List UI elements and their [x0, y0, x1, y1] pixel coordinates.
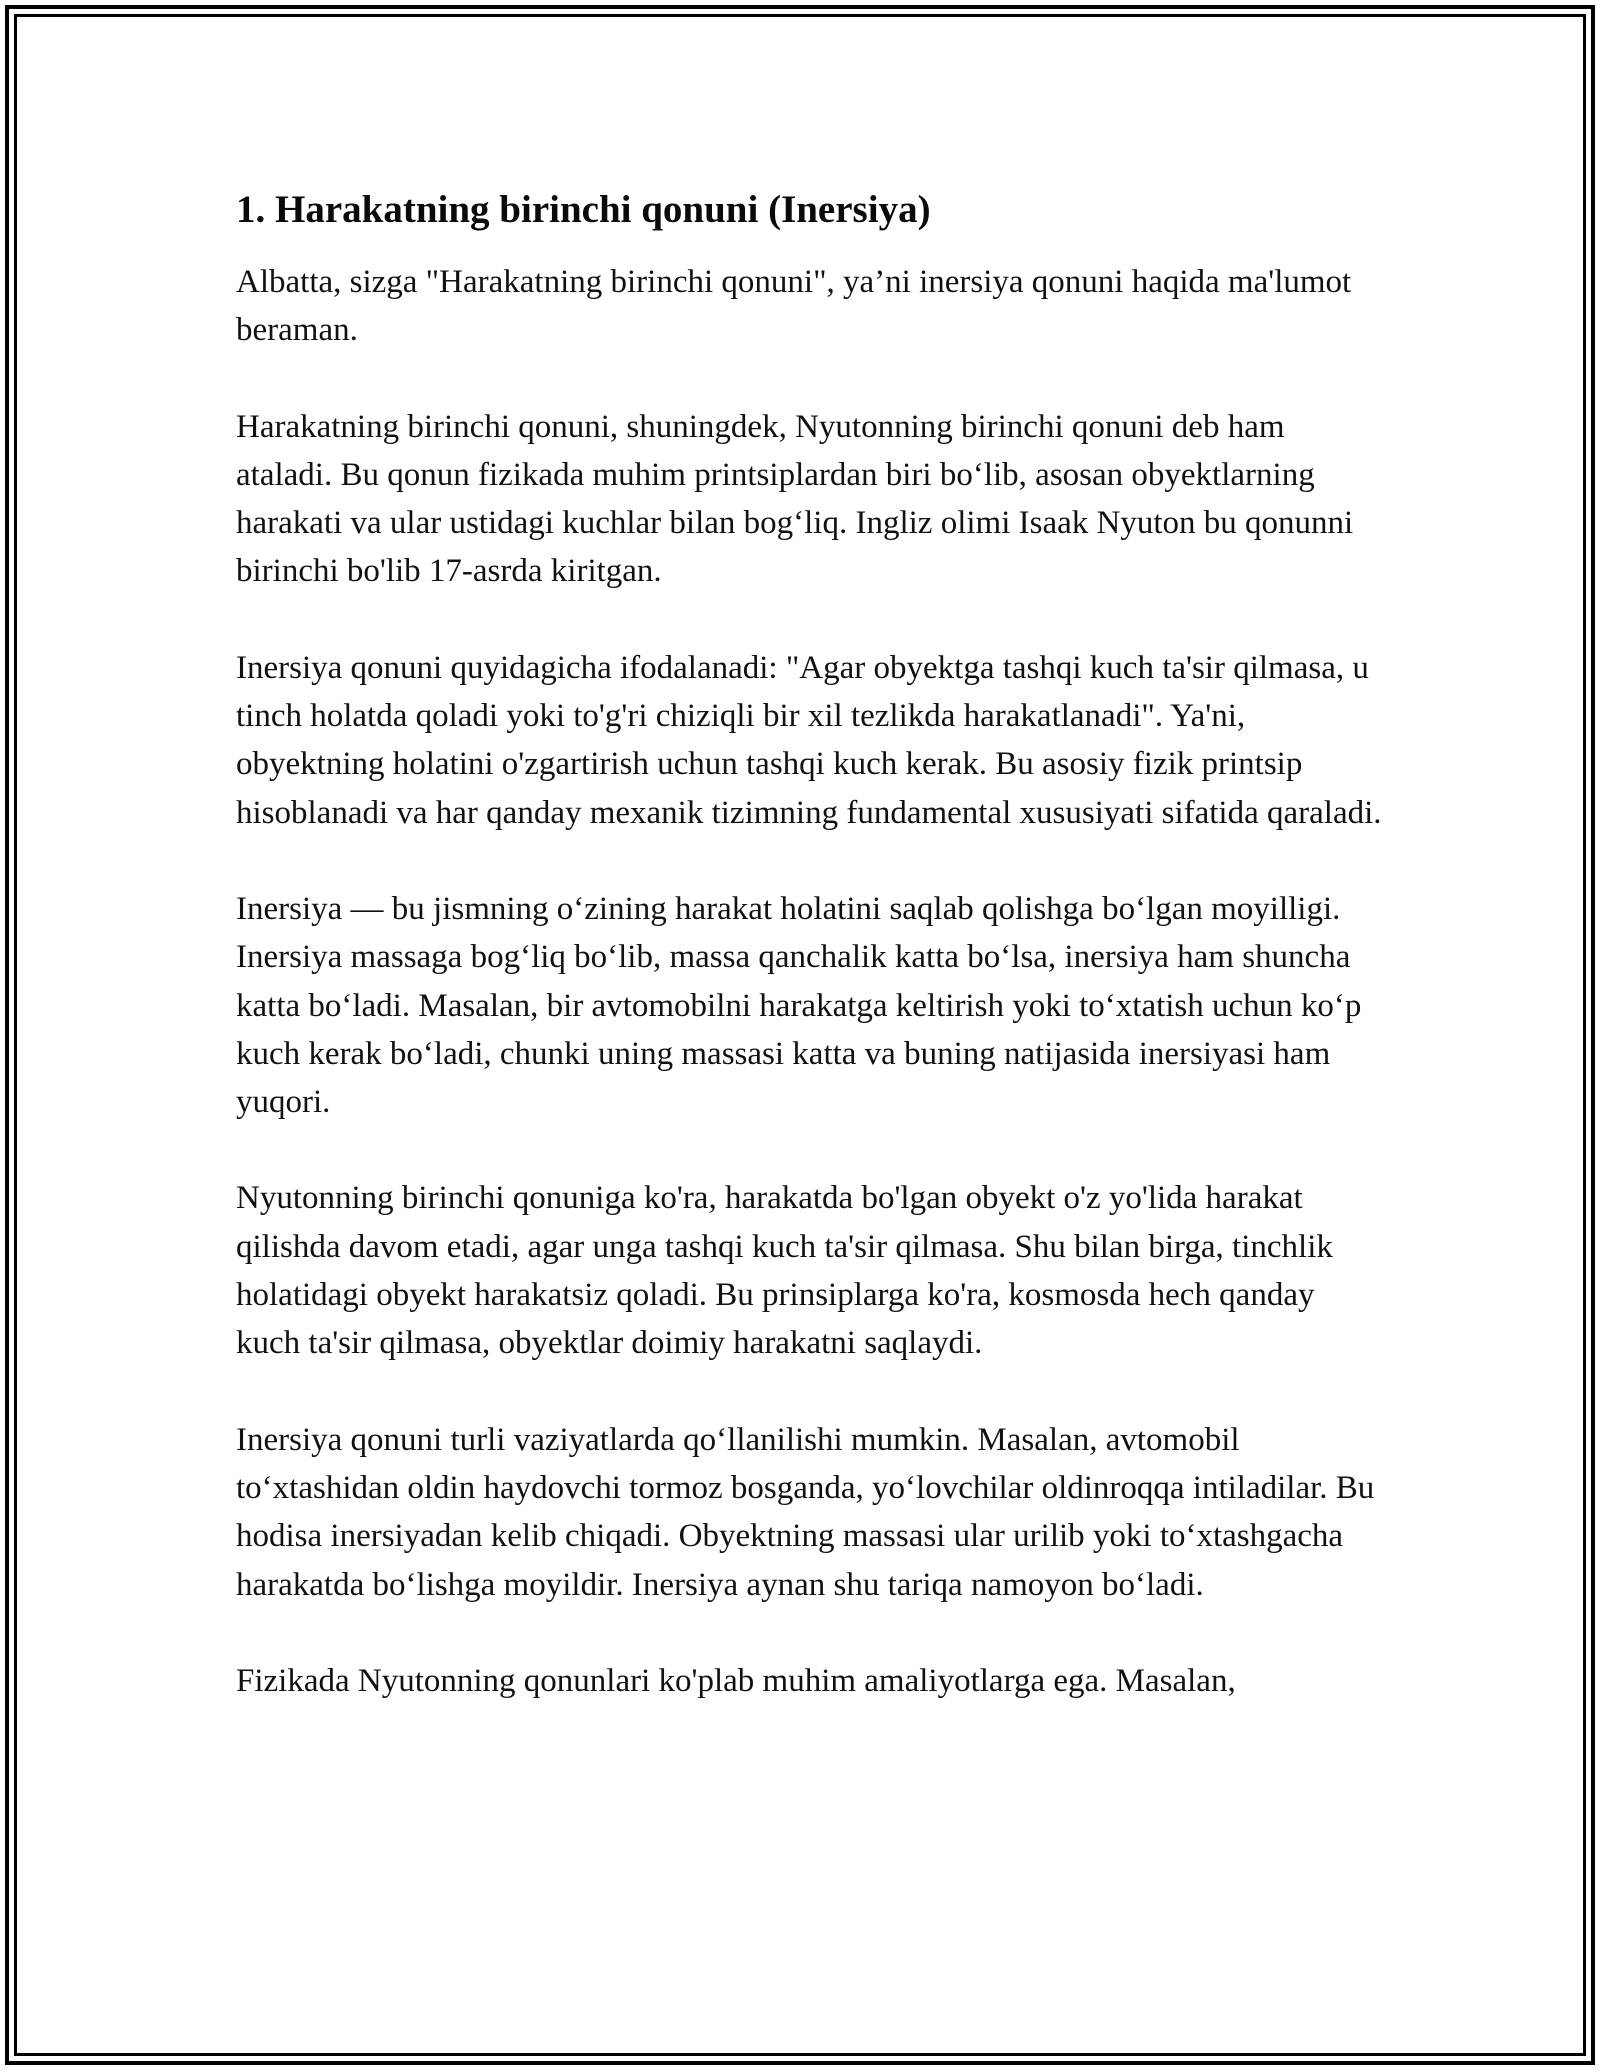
- section-heading: 1. Harakatning birinchi qonuni (Inersiya): [236, 188, 931, 231]
- paragraph-newton-laws-practice: Fizikada Nyutonning qonunlari ko'plab muhim amaliyotlarga ega. Masalan,: [236, 1662, 1236, 1699]
- paragraph-intro: Albatta, sizga "Harakatning birinchi qonuni", ya’ni inersiya qonuni haqida ma'lumot beraman.: [236, 264, 1352, 349]
- paragraph-law-statement: Inersiya qonuni quyidagicha ifodalanadi: "Agar obyektga tashqi kuch ta'sir qilmasa, u tinch holatda qoladi yoki to'g'ri chiziqli bir xil tezlikda harakatlanadi". Ya'ni, obyektning holatini o'zgartirish uchun tashqi kuch kerak. Bu asosiy fizik printsip hisoblanadi va har qanday mexanik tizimning fundamental xususiyati sifatida qaraladi.: [236, 649, 1382, 831]
- document-body: [236, 186, 1386, 1753]
- paragraph-inertia-definition: Inersiya — bu jismning o‘zining harakat holatini saqlab qolishga bo‘lgan moyilligi. Inersiya massaga bog‘liq bo‘lib, massa qanchalik katta bo‘lsa, inersiya ham shuncha katta bo‘ladi. Masalan, bir avtomobilni harakatga keltirish yoki to‘xtatish uchun ko‘p kuch kerak bo‘ladi, chunki uning massasi katta va buning natijasida inersiyasi ham yuqori.: [236, 890, 1362, 1121]
- paragraph-newton-first-law: Harakatning birinchi qonuni, shuningdek, Nyutonning birinchi qonuni deb ham ataladi. Bu qonun fizikada muhim printsiplardan biri bo‘lib, asosan obyektlarning harakati va ular ustidagi kuchlar bilan bog‘liq. Ingliz olimi Isaak Nyuton bu qonunni birinchi bo'lib 17-asrda kiritgan.: [236, 408, 1354, 590]
- paragraph-applications: Inersiya qonuni turli vaziyatlarda qo‘llanilishi mumkin. Masalan, avtomobil to‘xtashidan oldin haydovchi tormoz bosganda, yo‘lovchilar oldinroqqa intiladilar. Bu hodisa inersiyadan kelib chiqadi. Obyektning massasi ular urilib yoki to‘xtashgacha harakatda bo‘lishga moyildir. Inersiya aynan shu tariqa namoyon bo‘ladi.: [236, 1421, 1375, 1603]
- paragraph-motion-continuation: Nyutonning birinchi qonuniga ko'ra, harakatda bo'lgan obyekt o'z yo'lida harakat qilishda davom etadi, agar unga tashqi kuch ta'sir qilmasa. Shu bilan birga, tinchlik holatidagi obyekt harakatsiz qoladi. Bu prinsiplarga ko'ra, kosmosda hech qanday kuch ta'sir qilmasa, obyektlar doimiy harakatni saqlaydi.: [236, 1180, 1333, 1362]
